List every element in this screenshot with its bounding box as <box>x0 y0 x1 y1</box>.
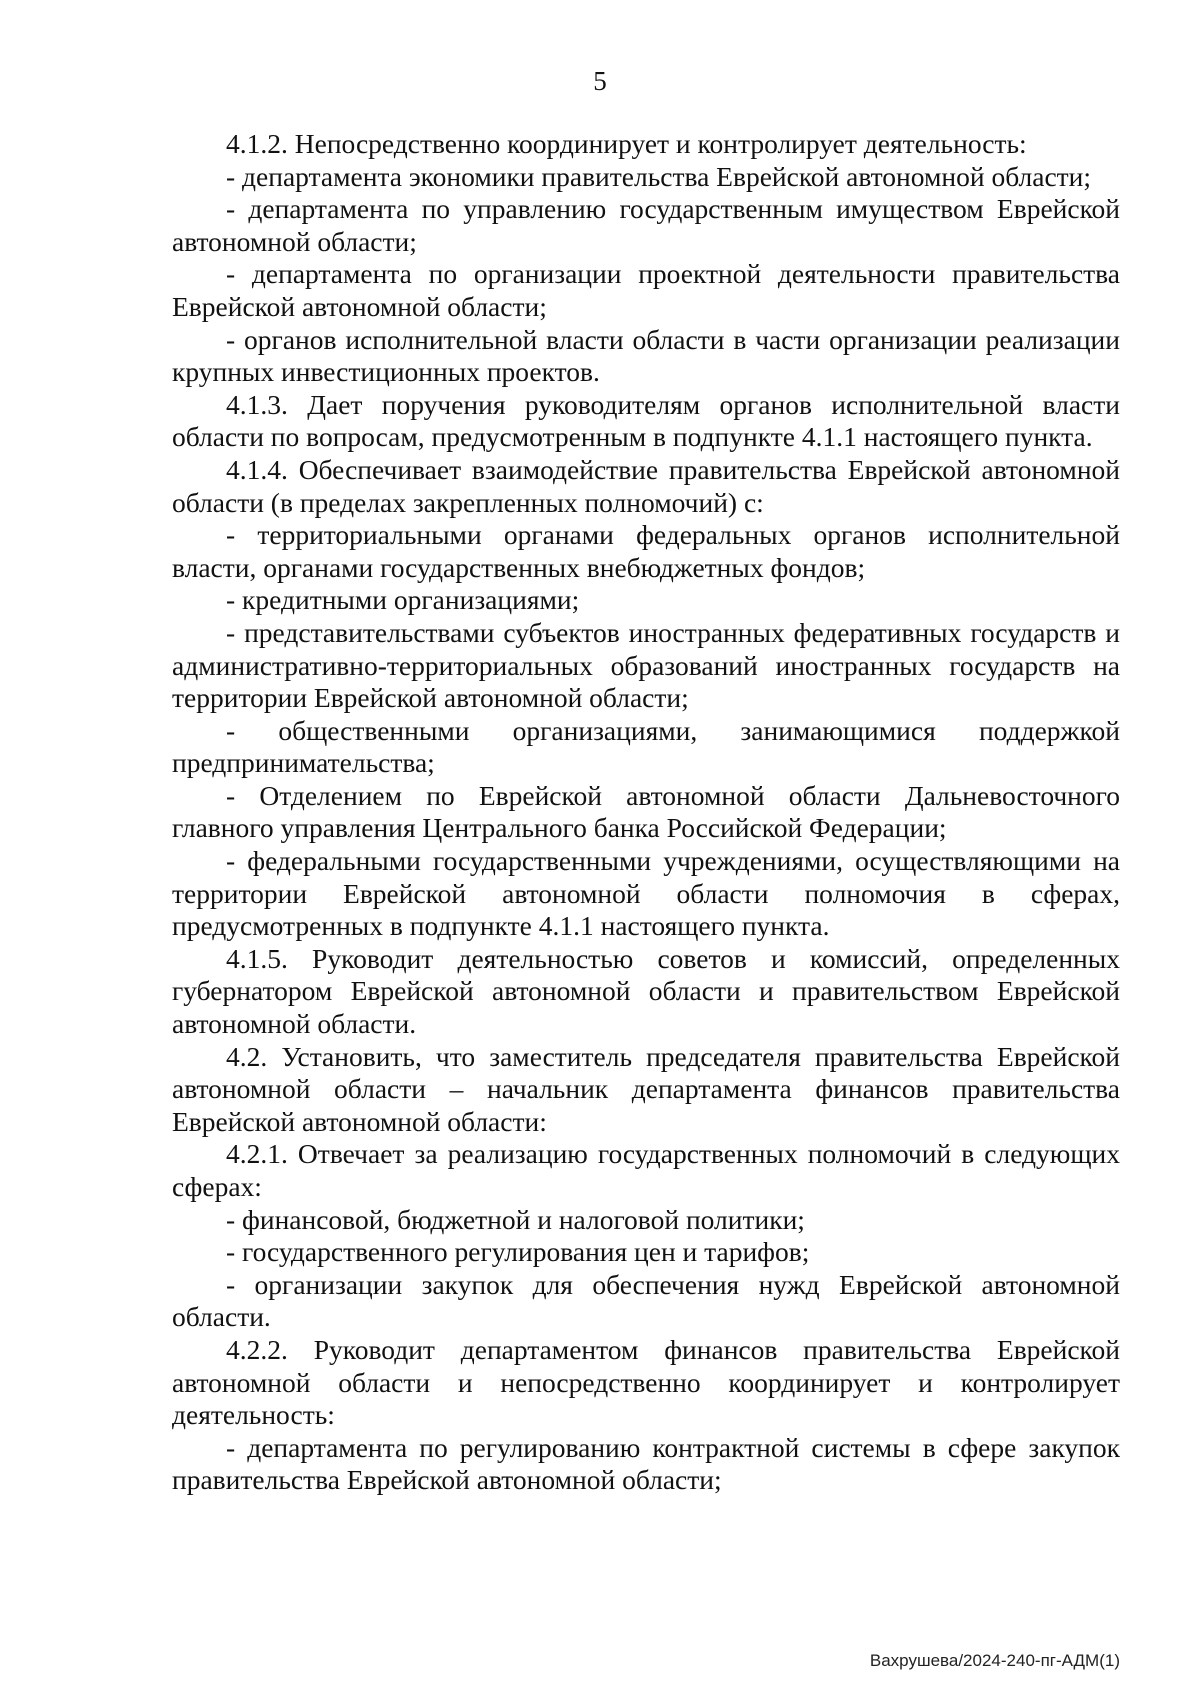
list-item: - органов исполнительной власти области в части организации реализации крупных инвестиционных проектов. <box>172 323 1120 388</box>
list-item: - кредитными организациями; <box>226 584 580 616</box>
paragraph-4-2-1: 4.2.1. Отвечает за реализацию государственных полномочий в следующих сферах: <box>172 1138 1120 1202</box>
page-number: 5 <box>593 66 607 96</box>
list-item: - территориальными органами федеральных органов исполнительной власти, органами государственных внебюджетных фондов; <box>172 519 1120 583</box>
list-item: - департамента по управлению государственным имуществом Еврейской автономной области; <box>172 193 1120 257</box>
list-item: - Отделением по Еврейской автономной области Дальневосточного главного управления Центрального банка Российской Федерации; <box>172 779 1120 844</box>
paragraph-4-1-5: 4.1.5. Руководит деятельностью советов и комиссий, определенных губернатором Еврейской автономной области и правительством Еврейской автономной области. <box>172 942 1120 1040</box>
paragraph-4-1-4: 4.1.4. Обеспечивает взаимодействие правительства Еврейской автономной области (в пределах закрепленных полномочий) с: <box>172 453 1120 518</box>
list-item: - департамента по регулированию контрактной системы в сфере закупок правительства Еврейской автономной области; <box>172 1431 1120 1496</box>
paragraph-4-1-2: 4.1.2. Непосредственно координирует и контролирует деятельность: <box>226 128 1027 159</box>
list-item: - общественными организациями, занимающимися поддержкой предпринимательства; <box>172 714 1120 779</box>
paragraph-4-2-2: 4.2.2. Руководит департаментом финансов правительства Еврейской автономной области и непосредственно координирует и контролирует деятельность: <box>172 1333 1120 1431</box>
list-item: - федеральными государственными учреждениями, осуществляющими на территории Еврейской автономной области полномочия в сферах, предусмотренных в подпункте 4.1.1 настоящего пункта. <box>172 845 1120 942</box>
list-item: - финансовой, бюджетной и налоговой политики; <box>226 1203 805 1235</box>
list-item: - государственного регулирования цен и тарифов; <box>226 1236 810 1268</box>
paragraph-4-1-3: 4.1.3. Дает поручения руководителям органов исполнительной власти области по вопросам, предусмотренным в подпункте 4.1.1 настоящего пункта. <box>172 388 1120 453</box>
document-footer-code: Вахрушева/2024-240-пг-АДМ(1) <box>869 1651 1120 1670</box>
list-item: - департамента экономики правительства Еврейской автономной области; <box>226 160 1092 192</box>
list-item: - представительствами субъектов иностранных федеративных государств и административно-территориальных образований иностранных государств на территории Еврейской автономной области; <box>172 616 1120 714</box>
document-body <box>172 128 1120 1497</box>
list-item: - организации закупок для обеспечения нужд Еврейской автономной области. <box>172 1268 1120 1333</box>
paragraph-4-2: 4.2. Установить, что заместитель председателя правительства Еврейской автономной области – начальник департамента финансов правительства Еврейской автономной области: <box>172 1040 1120 1137</box>
list-item: - департамента по организации проектной деятельности правительства Еврейской автономной области; <box>172 258 1120 322</box>
